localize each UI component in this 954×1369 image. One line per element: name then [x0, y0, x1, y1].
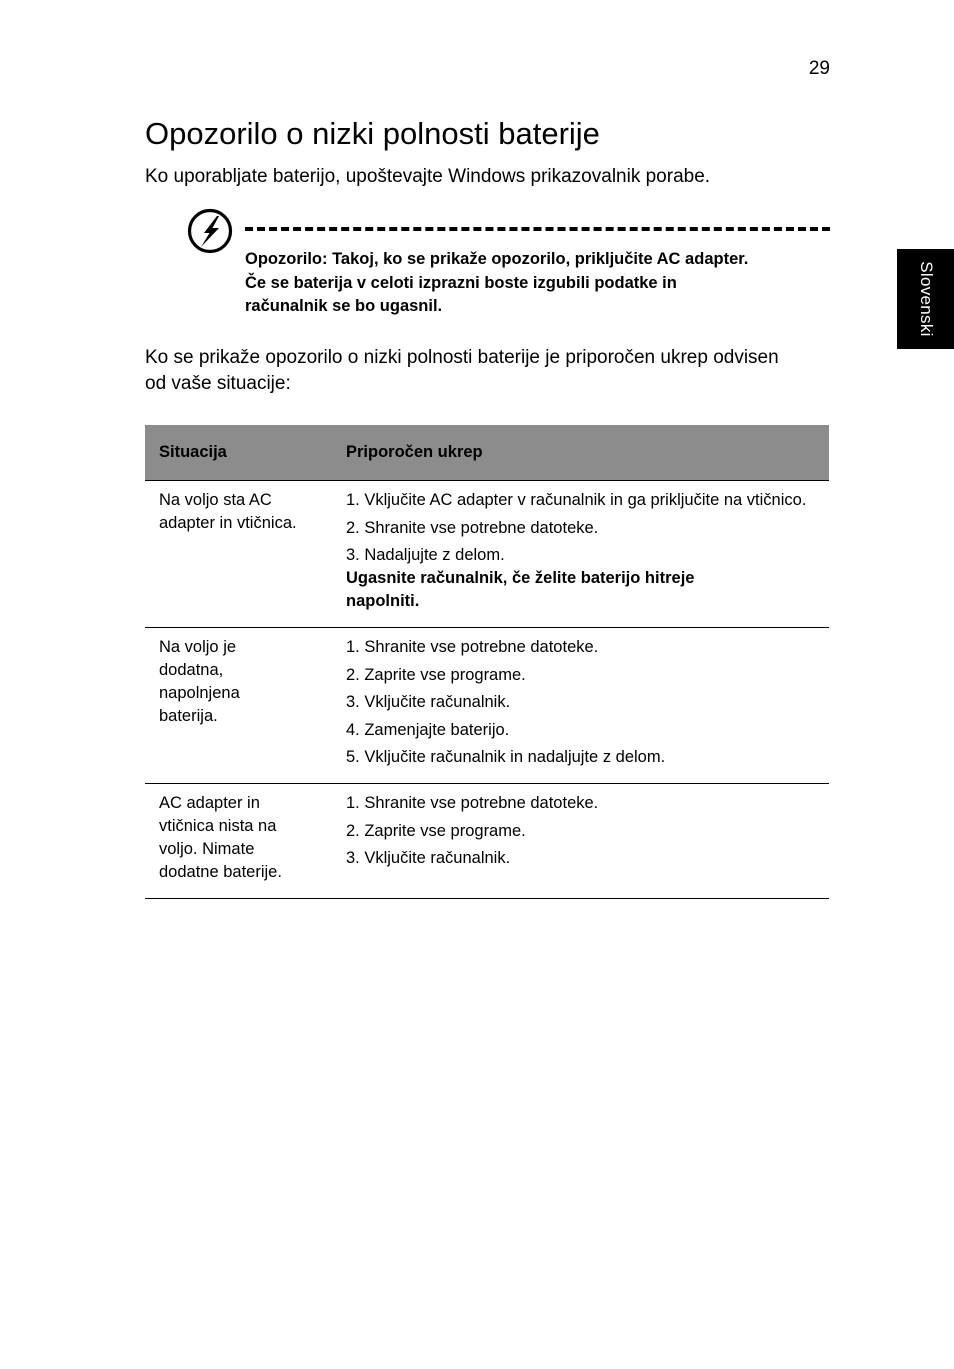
situation-line: AC adapter in: [159, 794, 260, 812]
situation-line: Na voljo je: [159, 638, 237, 656]
situation-line: napolnjena: [159, 684, 240, 702]
situation-cell: [145, 628, 346, 784]
situation-line: baterija.: [159, 707, 218, 725]
table-row: [145, 784, 829, 899]
warning-line: Opozorilo: Takoj, ko se prikaže opozorilo, priključite AC adapter.: [245, 250, 749, 268]
action-cell: [346, 481, 829, 628]
action-item: 3. Vključite računalnik.: [346, 693, 511, 711]
action-item: 5. Vključite računalnik in nadaljujte z delom.: [346, 748, 666, 766]
situation-line: adapter in vtičnica.: [159, 514, 297, 532]
situation-line: dodatna,: [159, 661, 224, 679]
header-situation: Situacija: [145, 425, 346, 481]
action-item: 3. Vključite računalnik.: [346, 849, 511, 867]
action-item: 1. Shranite vse potrebne datoteke.: [346, 794, 599, 812]
action-item: 2. Zaprite vse programe.: [346, 665, 526, 684]
recommendation-table: [145, 425, 829, 899]
action-item: 3. Nadaljujte z delom.: [346, 546, 505, 564]
body-paragraph: [145, 345, 835, 396]
situation-line: voljo. Nimate: [159, 840, 255, 858]
situation-cell: [145, 784, 346, 899]
table-row: [145, 481, 829, 628]
page-title: Opozorilo o nizki polnosti baterije: [145, 116, 600, 151]
header-recommended-action: Priporočen ukrep: [346, 425, 829, 481]
intro-text: Ko uporabljate baterijo, upoštevajte Windows prikazovalnik porabe.: [145, 166, 711, 187]
situation-line: dodatne baterije.: [159, 863, 282, 881]
action-list: [346, 792, 819, 870]
action-item: 4. Zamenjajte baterijo.: [346, 720, 510, 739]
action-item: 1. Shranite vse potrebne datoteke.: [346, 638, 599, 656]
table-row: [145, 628, 829, 784]
language-label: Slovenski: [916, 261, 936, 337]
action-note: [346, 567, 819, 613]
action-list: [346, 636, 819, 769]
action-list: [346, 489, 819, 567]
lightning-warning-icon: [187, 208, 233, 254]
situation-cell: [145, 481, 346, 628]
language-side-tab: [897, 249, 954, 349]
paragraph-line: Ko se prikaže opozorilo o nizki polnosti baterije je priporočen ukrep odvisen: [145, 347, 779, 368]
note-line: Ugasnite računalnik, če želite baterijo hitreje: [346, 569, 695, 587]
paragraph-line: od vaše situacije:: [145, 372, 291, 394]
warning-divider: [245, 227, 830, 231]
action-cell: [346, 628, 829, 784]
warning-line: Če se baterija v celoti izprazni boste izgubili podatke in: [245, 273, 677, 292]
action-item: 2. Shranite vse potrebne datoteke.: [346, 518, 599, 537]
note-line: napolniti.: [346, 592, 420, 610]
table-header-row: [145, 425, 829, 481]
situation-line: Na voljo sta AC: [159, 491, 272, 509]
warning-text: [245, 248, 825, 319]
page-number: 29: [808, 58, 830, 79]
situation-line: vtičnica nista na: [159, 817, 277, 835]
action-item: 2. Zaprite vse programe.: [346, 821, 526, 840]
action-cell: [346, 784, 829, 899]
action-item: 1. Vključite AC adapter v računalnik in ga priključite na vtičnico.: [346, 491, 807, 509]
warning-line: računalnik se bo ugasnil.: [245, 297, 443, 315]
